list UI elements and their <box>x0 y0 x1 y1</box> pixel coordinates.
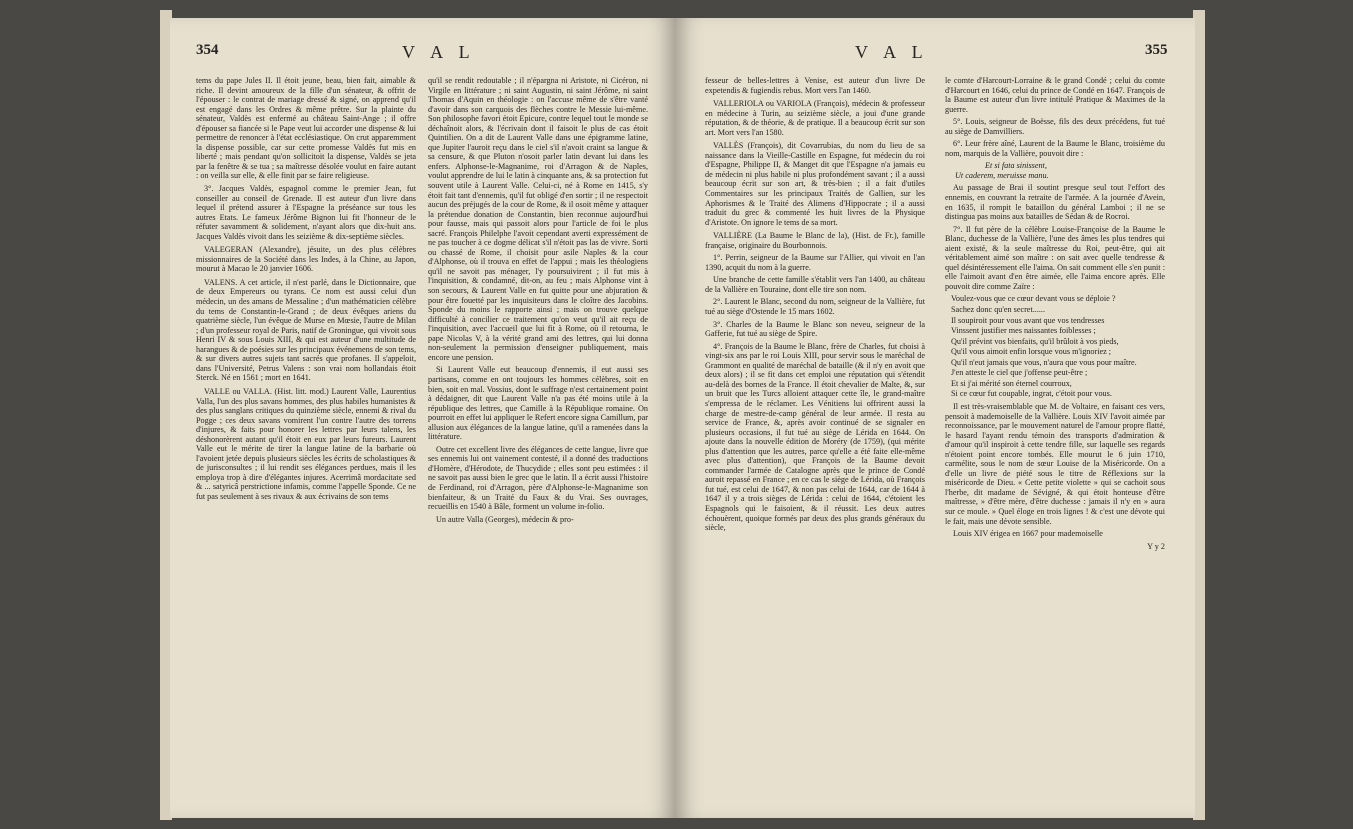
paragraph: 5°. Louis, seigneur de Boësse, fils des deux précédens, fut tué au siège de Damvilliers. <box>945 117 1165 136</box>
entry-valliere: VALLIÈRE (La Baume le Blanc de la), (Hist. de Fr.), famille française, originaire du Bourbonnois. <box>705 231 925 250</box>
entry-valles: VALLÈS (François), dit Covarrubias, du nom du lieu de sa naissance dans la Vieille-Castille en Espagne, fut médecin du roi d'Espagne, Philippe II, & Manget dit que l'Espagne n'a jamais eu de médecin ni plus habile ni plus profondément savant ; il a aussi beaucoup écrit sur son art, & très-bien ; il a fait d'utiles Commentaires sur les principaux Traités de Gallien, sur les Aphorismes & le Traité des Alimens d'Hippocrate ; il a aussi traduit du grec & commenté les huit livres de la Physique d'Aristote. On ignore le tems de sa mort. <box>705 141 925 227</box>
paragraph: fesseur de belles-lettres à Venise, est auteur d'un livre De expetendis & fugiendis rebus. Mort vers l'an 1460. <box>705 76 925 95</box>
paragraph: 2°. Laurent le Blanc, second du nom, seigneur de la Vallière, fut tué au siège d'Ostende le 15 mars 1602. <box>705 297 925 317</box>
paragraph: qu'il se rendit redoutable ; il n'épargna ni Aristote, ni Cicéron, ni Virgile en littérature ; ni saint Augustin, ni saint Jérôme, ni saint Thomas d'Aquin en théologie : on l'accuse même de s'être vanté d'avoir dans son carquois des flèches contre le Messie lui-même. Son philosophe favori étoit Epicure, contre lequel tout le monde se déchaînoit alors, & l'écrivain dont il faisoit le plus de cas étoit Quintilien. On a dit de Laurent Valle dans une épigramme latine, que Jupiter l'auroit reçu dans le ciel s'il n'avoit craint sa langue & sa censure, & que Pluton n'osoit parler latin devant lui dans les enfers. Alphonse-le-Magnanime, roi d'Arragon & de Naples, voulut apprendre de lui le latin à cinquante ans, & sa protection fut souvent utile à Laurent Valle. Celui-ci, né à Rome en 1415, s'y étoit fait tant d'ennemis, qu'il fut obligé d'en sortir ; il ne respectoit aucun des préjugés de la cour de Rome, & il osoit même y attaquer la prétendue donation de Constantin, bien reconnue aujourd'hui pour fausse, mais qui passoit alors pour l'article de foi le plus sacré. François Philelphe l'avoit cependant averti expressément de ne pas toucher à ce dogme délicat s'il n'étoit pas las de vivre. Sorti ou chassé de Rome, il choisit pour asile Naples & la cour d'Alphonse, où il trouva en effet de l'appui ; mais les théologiens qu'il ne savoit pas ménager, l'y poursuivirent ; il fut mis à l'inquisition, & condamné, dit-on, au feu ; mais Alphonse vint à son secours, & Laurent Valle en fut quitte pour une abjuration & pour être fouetté par les inquisiteurs dans le cloître des Jacobins. Sponde du moins le rapporte ainsi ; mais on trouve quelque difficulté à concilier ce traitement qu'on veut qu'il ait reçu de l'inquisition, avec l'accueil que lui fit à Rome, où il retourna, le pape Nicolas V, à la vérité grand ami des lettres, qui lui donna non-seulement la permission d'enseigner publiquement, mais encore une pension. <box>428 76 648 362</box>
left-column-1 <box>196 76 416 806</box>
paragraph: Au passage de Brai il soutint presque seul tout l'effort des ennemis, en couvrant la retraite de l'armée. A la journée d'Avein, en 1635, il rompit le bataillon du général Lamboi ; il ne se distingua pas moins aux batailles de Sédan & de Rocroi. <box>945 183 1165 222</box>
left-column-2 <box>428 76 648 806</box>
paragraph: tems du pape Jules II. Il étoit jeune, beau, bien fait, aimable & riche. Il devint amoureux de la fille d'un sénateur, & offrit de l'épouser : le contrat de mariage dressé & signé, on apprend qu'il est engagé dans les Ordres & même prêtre. Sur la plainte du sénateur, Valdès est enfermé au château Saint-Ange ; il offre d'épouser sa fiancée si le Pape veut lui accorder une dispense & lui permettre de renoncer à l'état ecclésiastique. On crut apparemment la dispense possible, car sur cette promesse Valdès fut mis en liberté ; mais pendant qu'on sollicitoit la dispense, Valdès se jeta par la fenêtre & se tua ; sa maîtresse désolée voulut en faire autant : on veilla sur elle, & elle finit par se faire religieuse. <box>196 76 416 181</box>
left-page <box>170 18 675 818</box>
paragraph: Si Laurent Valle eut beaucoup d'ennemis, il eut aussi ses partisans, comme en ont toujours les hommes célèbres, soit en bien, soit en mal. Vossius, dont le suffrage n'est certainement point à dédaigner, dit que Laurent Valle n'a pas été moins utile à la république des lettres, que Camille à la République romaine. On pourroit en effet lui appliquer le Refert encore signa Camillum, par allusion aux élégances de la langue latine, qu'il a ramenées dans la littérature. <box>428 365 648 442</box>
left-running-head: V A L <box>402 42 476 62</box>
left-page-number: 354 <box>196 42 219 58</box>
paragraph: 7°. Il fut père de la célèbre Louise-Françoise de la Baume le Blanc, duchesse de la Vallière, l'une des âmes les plus tendres qui aient existé, & la seule maîtresse du Roi, peut-être, qui ait véritablement aimé son maître : on sait avec quelle tendresse & quel désintéressement elle l'aima. On sait comment elle s'en punit : elle l'aimoit avant d'en être aimée, elle l'aima encore après. Elle pouvoit dire comme Zaïre : <box>945 224 1165 291</box>
entry-valleriola: VALLERIOLA ou VARIOLA (François), médecin & professeur en médecine à Turin, au seizième siècle, a joui d'une grande réputation, & de théorie, & de pratique. Il a beaucoup écrit sur son art. Mort vers l'an 1580. <box>705 99 925 137</box>
paragraph: Louis XIV érigea en 1667 pour mademoiselle <box>953 529 1103 539</box>
entry-valle: VALLE ou VALLA. (Hist. litt. mod.) Laurent Valle, Laurentius Valla, l'un des plus savans hommes, des plus habiles humanistes & des plus sanglans critiques du quinzième siècle, ennemi & rival du Pogge ; ces deux savans vomirent l'un contre l'autre des torrens d'injures, & faits pour honorer les lettres par leurs talens, les déshonorèrent autant qu'il étoit en eux par leurs fureurs. Laurent Valle eut le mérite de tirer la langue latine de la barbarie où l'avoient jetée depuis plusieurs siècles les écrits de scholastiques & de jurisconsultes ; il lui rendit ses élégances perdues, mais il les employa trop à dire d'élégantes injures. Acerrimâ mordacitate sed & ... satyricâ perstrictione infamis, comme l'appelle Sponde. Ce ne fut pas seulement à ses rivaux & aux écrivains de son tems <box>196 386 416 501</box>
paragraph: le comte d'Harcourt-Lorraine & le grand Condé ; celui du comte d'Harcourt en 1646, celui du prince de Condé en 1647. François de la Baume est auteur d'un livre intitulé Pratique & Maximes de la guerre. <box>945 76 1165 114</box>
right-page-number: 355 <box>1145 42 1168 58</box>
paragraph: Il est très-vraisemblable que M. de Voltaire, en faisant ces vers, pensoit à mademoiselle de la Vallière. Louis XIV l'avoit aimée par reconnoissance, par le mouvement naturel de l'amour propre flatté, le hasard l'ayant rendu témoin des transports d'admiration & d'amour qu'il inspiroit à cette tendre fille, sur laquelle ses regards n'étoient point encore tombés. Elle mourut le 6 juin 1710, carmélite, sous le nom de sœur Louise de la Miséricorde. On a d'elle un livre de piété sous le titre de Réflexions sur la miséricorde de Dieu. « Cette petite violette » qui se cachoit sous l'herbe, dit madame de Sévigné, & qui étoit honteuse d'être maîtresse, » d'être mère, d'être duchesse : jamais il n'y en » aura sur ce moule. » Quel éloge en trois lignes ! & c'est une dévote qui le fait, mais une dévote sensible. <box>945 401 1165 526</box>
right-column-2 <box>945 76 1165 806</box>
verse-line: Sachez donc qu'en secret...... <box>951 305 1046 315</box>
paragraph: 6°. Leur frère aîné, Laurent de la Baume le Blanc, troisième du nom, marquis de la Vallière, pouvoit dire : <box>945 139 1165 158</box>
paragraph: Outre cet excellent livre des élégances de cette langue, livre que ses ennemis lui ont vainement contesté, il a donné des traductions d'Homère, d'Hérodote, de Thucydide ; elles sont peu estimées : il ne savoit pas aussi bien le grec que le latin. Il a écrit aussi l'histoire de Ferdinand, roi d'Arragon, père d'Alphonse-le-Magnanime son bienfaiteur, & un Traité du Faux & du Vrai. Ses ouvrages, recueillis en 1540 à Bâle, forment un volume in-folio. <box>428 444 648 512</box>
verse-line: Voulez-vous que ce cœur devant vous se déploie ? <box>951 294 1116 304</box>
paragraph: 3°. Charles de la Baume le Blanc son neveu, seigneur de la Gafferie, fut tué au siège de Spire. <box>705 319 925 339</box>
signature-mark: Y y 2 <box>1147 541 1165 551</box>
right-running-head: V A L <box>855 42 929 62</box>
paragraph: Une branche de cette famille s'établit vers l'an 1400, au château de la Vallière en Touraine, dont elle tire son nom. <box>705 275 925 294</box>
verse-line: Si ce cœur fut coupable, ingrat, c'étoit pour vous. <box>951 389 1112 399</box>
verse-line: Et si j'ai mérité son éternel courroux, <box>951 378 1072 388</box>
right-page <box>675 18 1195 818</box>
entry-valens: VALENS. A cet article, il n'est parlé, dans le Dictionnaire, que de deux Empereurs ou tyrans. Ce nom est aussi celui d'un médecin, un des amans de Messaline ; d'un mathématicien célèbre du tems de Constantin-le-Grand ; de deux évêques ariens du quatrième siècle, l'un évêque de Murse en Mœsie, l'autre de Milan ; d'un professeur royal de Paris, natif de Groningue, qui vivoit sous Henri IV & sous Louis XIII, & qui est auteur d'une multitude de harangues & de poésies sur les principaux événemens de son tems, & sur divers autres sujets tant sacrés que profanes. Il s'appeloit, dans l'Université, Petrus Valens : son vrai nom hollandais étoit Sterck. Né en 1561 ; mort en 1641. <box>196 277 416 383</box>
verse-line: Qu'il prévint vos bienfaits, qu'il brûloit à vos pieds, <box>951 336 1119 346</box>
right-column-1 <box>705 76 925 806</box>
paragraph: 3°. Jacques Valdès, espagnol comme le premier Jean, fut conseiller au conseil de Grenade. Il est auteur d'un livre dans lequel il prétend assurer à l'Espagne la préséance sur tous les autres Etats. Le fameux Jérôme Bignon lui fit l'honneur de le réfuter savamment & solidement, n'ayant alors que dix-huit ans. Jacques Valdès vivoit dans les seizième & dix-septième siècles. <box>196 184 416 241</box>
paragraph: 1°. Perrin, seigneur de la Baume sur l'Allier, qui vivoit en l'an 1390, acquit du nom à la guerre. <box>705 253 925 272</box>
left-page-header <box>170 42 675 68</box>
paragraph: 4°. François de la Baume le Blanc, frère de Charles, fut choisi à vingt-six ans par le roi Louis XIII, pour servir sous le maréchal de Grammont en qualité de maréchal de bataille (& il n'y en avoit que deux alors) ; il se fit dans cet emploi une réputation qui s'étendit au-delà des bornes de la France. Il étoit chevalier de Malte, &, sur un bruit que les Turcs alloient attaquer cette île, le grand-maître s'empressa de le réclamer. Les Vénitiens lui offrirent aussi la charge de mestre-de-camp général de leur armée. Il resta au service de France, &, après avoir continué de se signaler en plusieurs occasions, il fut tué au siège de Lérida en 1644. On ajoute dans la nouvelle édition de Moréry (de 1759), (qui mérite plus d'attention que les autres, parce qu'elle a été faite elle-même avec plus d'attention), que François de la Baume devoit commander l'armée de Catalogne après que le prince de Condé auroit repassé en France ; en ce cas le siège de Lérida, où François fut tué, est celui de 1647, & non pas celui de 1644, car de 1644 à 1647 il y a trois sièges de Lérida : celui de 1644, c'étoient les Espagnols qui le faisoient, & il réussit. Les deux autres échouèrent, quoique formés par deux des plus grands généraux du siècle, <box>705 341 925 533</box>
zaire-verse <box>945 294 1165 398</box>
verse-line: Il soupiroit pour vous avant que vos tendresses <box>951 315 1105 325</box>
verse-line: Qu'il vous aimoit enfin lorsque vous m'ignoriez ; <box>951 347 1112 357</box>
latin-verse <box>955 161 1165 180</box>
verse-line: Ut caderem, meruisse manu. <box>955 170 1049 180</box>
verse-line: Qu'il n'eut jamais que vous, n'aura que vous pour maître. <box>951 357 1137 367</box>
verse-line: J'en atteste le ciel que j'offense peut-être ; <box>951 368 1088 378</box>
entry-valegeran: VALEGERAN (Alexandre), jésuite, un des plus célèbres missionnaires de la Société dans les Indes, à la Chine, au Japon, mourut à Macao le 20 janvier 1606. <box>196 245 416 274</box>
paragraph: Un autre Valla (Georges), médecin & pro- <box>436 514 574 524</box>
right-page-header <box>675 42 1195 68</box>
verse-line: Et si fata sinissent, <box>985 161 1047 171</box>
verse-line: Vinssent justifier mes naissantes foiblesses ; <box>951 326 1096 336</box>
